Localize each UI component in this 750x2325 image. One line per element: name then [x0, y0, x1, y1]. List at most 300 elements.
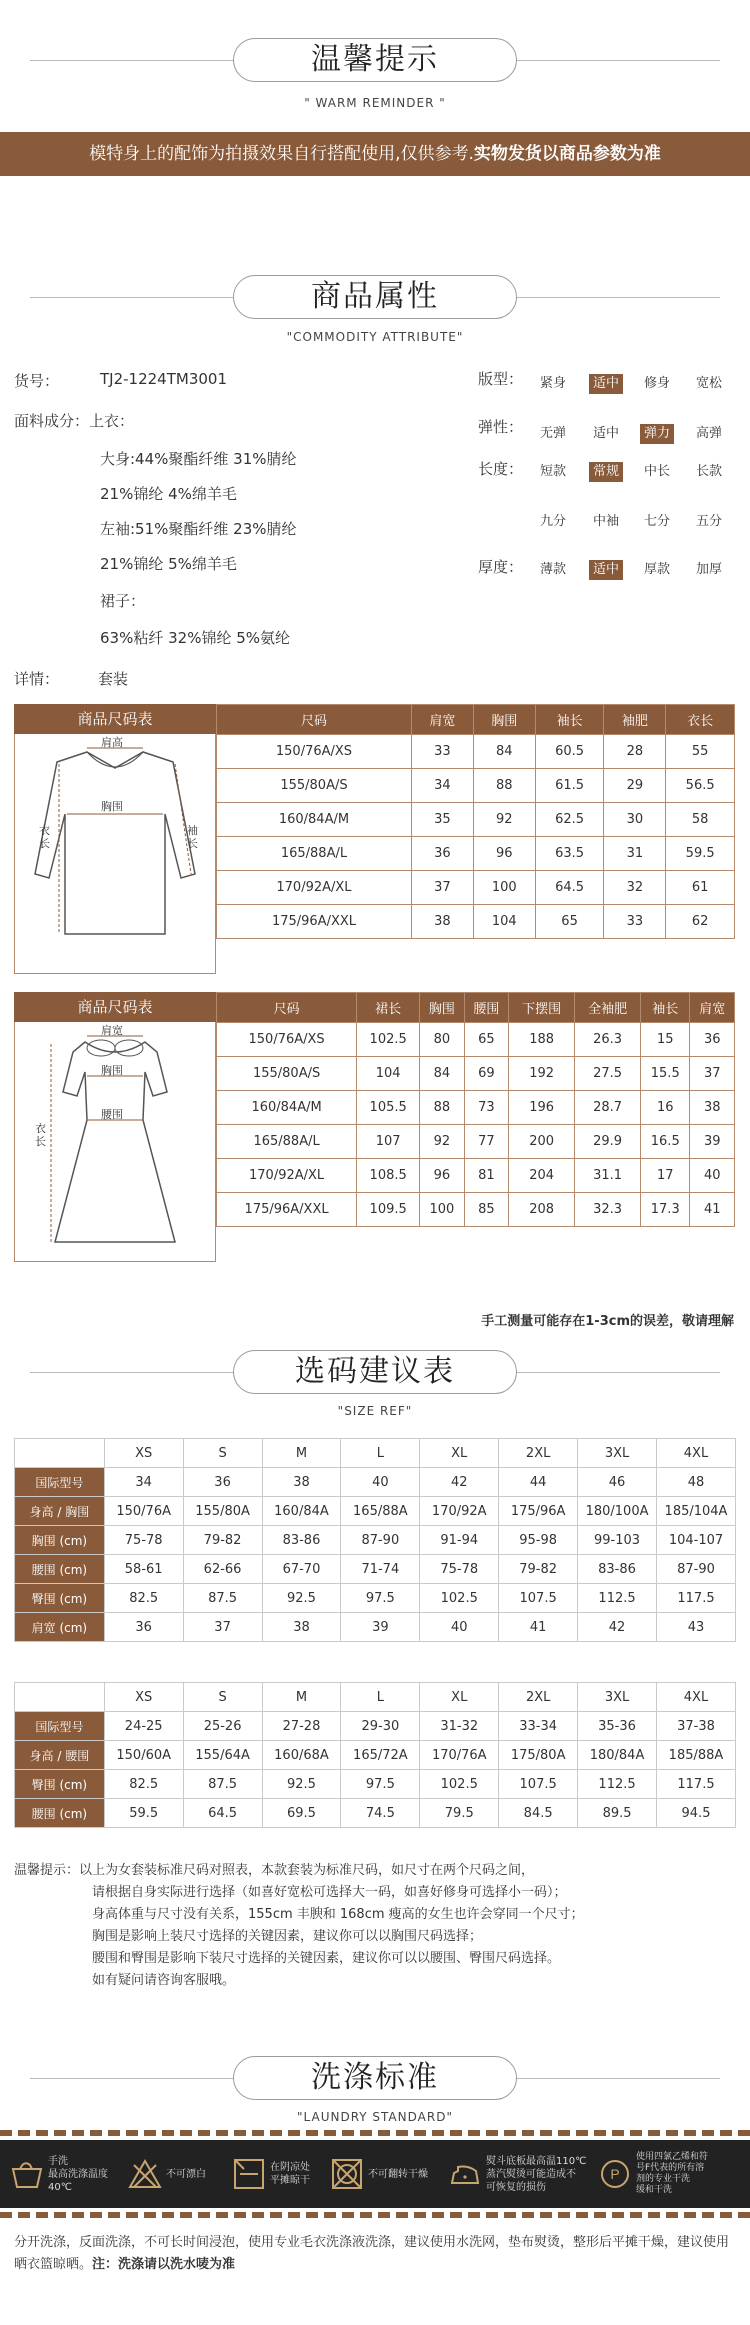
flat-dry-icon [232, 2157, 266, 2191]
table-cell: 17.3 [641, 1193, 690, 1227]
table-cell: 71-74 [341, 1555, 420, 1584]
table-cell: 46 [578, 1468, 657, 1497]
iron-icon [448, 2157, 482, 2191]
laundry-title: 洗涤标准 [233, 2056, 517, 2100]
table-cell: 185/104A [657, 1497, 736, 1526]
table-cell: 96 [420, 1159, 465, 1193]
table-cell: 36 [690, 1023, 735, 1057]
table-cell: 26.3 [575, 1023, 641, 1057]
table-row [217, 735, 735, 769]
table-header-cell: 胸围 [473, 705, 535, 735]
table-cell: 160/68A [262, 1741, 341, 1770]
table-cell: 33 [411, 735, 473, 769]
table-cell: 102.5 [357, 1023, 420, 1057]
table-header-cell: 下装尺码 [15, 1683, 105, 1712]
table-cell: 64.5 [535, 871, 604, 905]
table-cell: 112.5 [578, 1584, 657, 1613]
table-row [15, 1712, 736, 1741]
hand-wash-icon [10, 2157, 44, 2191]
table-row [217, 1159, 735, 1193]
table-header-cell: M [262, 1683, 341, 1712]
table-cell: 40 [341, 1468, 420, 1497]
table-row [217, 769, 735, 803]
table-cell: 37 [411, 871, 473, 905]
table-row [217, 837, 735, 871]
table-header-cell: 胸围 [420, 993, 465, 1023]
table-cell: 100 [473, 871, 535, 905]
stretch-option: 无弹 [539, 426, 566, 441]
table-cell: 34 [411, 769, 473, 803]
fit-label: 版型： [478, 370, 524, 388]
length-option-selected: 常规 [589, 462, 623, 482]
length-option: 短款 [539, 464, 566, 479]
table-cell: 170/92A/XL [217, 1159, 357, 1193]
attributes-title: 商品属性 [233, 275, 517, 319]
table-cell: 170/76A [420, 1741, 499, 1770]
sweater-diagram-icon [15, 734, 215, 972]
table-row [217, 803, 735, 837]
table-cell: 107 [357, 1125, 420, 1159]
table-cell: 67-70 [262, 1555, 341, 1584]
table-header-cell: 尺码 [217, 705, 412, 735]
diagram-label: 胸围 [101, 1064, 123, 1077]
table-row [217, 871, 735, 905]
fabric-line: 63%粘纤 32%锦纶 5%氨纶 [100, 629, 291, 647]
table-header-cell: 裙长 [357, 993, 420, 1023]
table-header-cell: M [262, 1439, 341, 1468]
table-cell: 85 [464, 1193, 509, 1227]
table-header-cell: 肩宽 [690, 993, 735, 1023]
fabric-line: 裙子： [100, 592, 146, 610]
no-bleach-item [128, 2140, 206, 2208]
table-cell: 63.5 [535, 837, 604, 871]
table-cell: 175/96A/XXL [217, 905, 412, 939]
table-cell: 104 [357, 1057, 420, 1091]
thickness-label: 厚度： [478, 558, 524, 576]
table-cell: 200 [509, 1125, 575, 1159]
table-header-row [15, 1683, 736, 1712]
table-cell: 38 [690, 1091, 735, 1125]
table-cell: 58 [666, 803, 735, 837]
table-cell: 83-86 [578, 1555, 657, 1584]
dry-clean-item [598, 2140, 708, 2208]
fabric-label: 面料成分：上衣： [14, 412, 135, 430]
table-row [15, 1799, 736, 1828]
table-cell: 42 [420, 1468, 499, 1497]
table-row [15, 1468, 736, 1497]
table-cell: 80 [420, 1023, 465, 1057]
table-cell: 92.5 [262, 1770, 341, 1799]
table-cell: 43 [657, 1613, 736, 1642]
thickness-option: 薄款 [539, 562, 566, 577]
table-cell: 38 [262, 1613, 341, 1642]
fit-option: 修身 [643, 376, 670, 391]
table-row [15, 1770, 736, 1799]
table-cell: 40 [420, 1613, 499, 1642]
table-cell: 27.5 [575, 1057, 641, 1091]
table-cell: 160/84A/M [217, 803, 412, 837]
table-cell: 155/80A/S [217, 1057, 357, 1091]
table-cell: 84.5 [499, 1799, 578, 1828]
top-diagram [14, 734, 216, 974]
top-size-table [216, 704, 735, 939]
table-cell: 175/80A [499, 1741, 578, 1770]
table-cell: 34 [104, 1468, 183, 1497]
table-cell: 82.5 [104, 1584, 183, 1613]
table-cell: 192 [509, 1057, 575, 1091]
table-cell: 39 [690, 1125, 735, 1159]
table-cell: 155/64A [183, 1741, 262, 1770]
table-cell: 87-90 [341, 1526, 420, 1555]
dry-clean-icon [598, 2157, 632, 2191]
table-cell: 腰围 (cm) [15, 1555, 105, 1584]
table-row [217, 1023, 735, 1057]
table-cell: 160/84A/M [217, 1091, 357, 1125]
icon-caption: 在阴凉处 平摊晾干 [270, 2162, 310, 2186]
table-cell: 180/84A [578, 1741, 657, 1770]
table-cell: 24-25 [104, 1712, 183, 1741]
laundry-note: 注：洗涤请以洗水唛为准 [92, 2257, 236, 2272]
table-cell: 75-78 [104, 1526, 183, 1555]
stretch-option-selected: 弹力 [640, 424, 674, 444]
table-row [217, 905, 735, 939]
table-cell: 160/84A [262, 1497, 341, 1526]
table-cell: 32 [604, 871, 666, 905]
reminder-title: 温馨提示 [233, 38, 517, 82]
table-cell: 61.5 [535, 769, 604, 803]
table-row [217, 1091, 735, 1125]
table-cell: 117.5 [656, 1770, 735, 1799]
note-line: 温馨提示：以上为女套装标准尺码对照表，本款套装为标准尺码，如尺寸在两个尺码之间， [14, 1863, 535, 1878]
svg-text:P: P [610, 2166, 620, 2182]
table-cell: 88 [420, 1091, 465, 1125]
table-cell: 59.5 [104, 1799, 183, 1828]
table-cell: 60.5 [535, 735, 604, 769]
table-cell: 35 [411, 803, 473, 837]
table-row [15, 1613, 736, 1642]
diagram-label: 衣长 [35, 1122, 46, 1148]
table-cell: 30 [604, 803, 666, 837]
table-header-cell: 袖长 [641, 993, 690, 1023]
table-cell: 79-82 [499, 1555, 578, 1584]
table-cell: 204 [509, 1159, 575, 1193]
table-cell: 96 [473, 837, 535, 871]
banner-text: 模特身上的配饰为拍摄效果自行搭配使用,仅供参考. [89, 144, 474, 164]
note-line: 如有疑问请咨询客服哦。 [92, 1973, 236, 1988]
table-cell: 117.5 [657, 1584, 736, 1613]
table-cell: 108.5 [357, 1159, 420, 1193]
table-cell: 55 [666, 735, 735, 769]
table-cell: 国际型号 [15, 1712, 105, 1741]
table-row [15, 1741, 736, 1770]
diagram-label: 袖长 [187, 824, 198, 850]
table-header-cell: S [183, 1683, 262, 1712]
table-header-cell: 衣长 [666, 705, 735, 735]
table-cell: 37-38 [656, 1712, 735, 1741]
table-cell: 62 [666, 905, 735, 939]
detail-value: 套装 [98, 670, 129, 688]
no-bleach-icon [128, 2157, 162, 2191]
table-cell: 17 [641, 1159, 690, 1193]
table-cell: 38 [262, 1468, 341, 1497]
table-row [217, 1125, 735, 1159]
table-row [15, 1526, 736, 1555]
table-cell: 155/80A/S [217, 769, 412, 803]
table-cell: 25-26 [183, 1712, 262, 1741]
table-cell: 88 [473, 769, 535, 803]
table-cell: 104 [473, 905, 535, 939]
table-cell: 27-28 [262, 1712, 341, 1741]
diagram-label: 肩宽 [101, 1024, 123, 1037]
table-cell: 42 [578, 1613, 657, 1642]
note-line: 身高体重与尺寸没有关系，155cm 丰腴和 168cm 瘦高的女生也许会穿同一个尺寸； [92, 1907, 584, 1922]
table-cell: 48 [657, 1468, 736, 1497]
table-cell: 87.5 [183, 1584, 262, 1613]
table-header-cell: 上装尺码 [15, 1439, 105, 1468]
table-cell: 170/92A/XL [217, 871, 412, 905]
reminder-banner [0, 132, 750, 176]
table-cell: 107.5 [499, 1584, 578, 1613]
table-header-cell: L [341, 1439, 420, 1468]
table-cell: 165/88A/L [217, 837, 412, 871]
table-header-cell: 肩宽 [411, 705, 473, 735]
table-cell: 39 [341, 1613, 420, 1642]
table-cell: 56.5 [666, 769, 735, 803]
table-cell: 94.5 [656, 1799, 735, 1828]
table-cell: 32.3 [575, 1193, 641, 1227]
table-cell: 87.5 [183, 1770, 262, 1799]
table-cell: 65 [535, 905, 604, 939]
skirt-diagram [14, 1022, 216, 1262]
table-cell: 33-34 [499, 1712, 578, 1741]
table-cell: 175/96A/XXL [217, 1193, 357, 1227]
table-cell: 38 [411, 905, 473, 939]
table-row [15, 1584, 736, 1613]
table-cell: 35-36 [578, 1712, 657, 1741]
table-cell: 胸围 (cm) [15, 1526, 105, 1555]
table-cell: 国际型号 [15, 1468, 105, 1497]
table-header-cell: 腰围 [464, 993, 509, 1023]
table-cell: 身高 / 胸围 [15, 1497, 105, 1526]
table-cell: 112.5 [578, 1770, 657, 1799]
no-tumble-dry-icon [330, 2157, 364, 2191]
decorative-dash [0, 2212, 750, 2218]
table-cell: 62.5 [535, 803, 604, 837]
fabric-line: 左袖:51%聚酯纤维 23%腈纶 [100, 520, 297, 538]
icon-caption: 不可漂白 [166, 2168, 206, 2180]
icon-caption: 手洗 最高洗涤温度 40℃ [48, 2155, 108, 2193]
fabric-line: 21%锦纶 5%绵羊毛 [100, 555, 237, 573]
top-size-table-head: 商品尺码表 [14, 704, 216, 734]
table-cell: 79.5 [420, 1799, 499, 1828]
table-cell: 69 [464, 1057, 509, 1091]
attributes-subtitle: "COMMODITY ATTRIBUTE" [286, 330, 464, 344]
table-cell: 107.5 [499, 1770, 578, 1799]
table-cell: 81 [464, 1159, 509, 1193]
table-cell: 89.5 [578, 1799, 657, 1828]
table-cell: 15 [641, 1023, 690, 1057]
icon-caption: 使用四氯乙烯和符 号F代表的所有溶 剂的专业干洗 缓和干洗 [636, 2152, 709, 2195]
table-cell: 肩宽 (cm) [15, 1613, 105, 1642]
thickness-option: 厚款 [643, 562, 670, 577]
skirt-size-table-head: 商品尺码表 [14, 992, 216, 1022]
hand-wash-item [10, 2140, 108, 2208]
table-header-cell: 袖长 [535, 705, 604, 735]
banner-bold-text: 实物发货以商品参数为准 [473, 144, 661, 164]
table-cell: 87-90 [657, 1555, 736, 1584]
stretch-option: 高弹 [695, 426, 722, 441]
table-cell: 102.5 [420, 1584, 499, 1613]
fit-option-selected: 适中 [589, 374, 623, 394]
skirt-size-table [216, 992, 735, 1227]
diagram-label: 衣长 [39, 824, 50, 850]
table-row [15, 1497, 736, 1526]
table-cell: 150/76A/XS [217, 1023, 357, 1057]
table-cell: 62-66 [183, 1555, 262, 1584]
sku-label: 货号： [14, 372, 60, 390]
table-cell: 99-103 [578, 1526, 657, 1555]
table-cell: 37 [690, 1057, 735, 1091]
table-cell: 165/72A [341, 1741, 420, 1770]
table-row [217, 1057, 735, 1091]
flat-dry-item [232, 2140, 310, 2208]
table-cell: 208 [509, 1193, 575, 1227]
table-header-cell: 下摆围 [509, 993, 575, 1023]
table-cell: 40 [690, 1159, 735, 1193]
table-header-cell: 尺码 [217, 993, 357, 1023]
table-header-row [217, 705, 735, 735]
table-header-cell: S [183, 1439, 262, 1468]
table-cell: 83-86 [262, 1526, 341, 1555]
table-cell: 100 [420, 1193, 465, 1227]
table-cell: 196 [509, 1091, 575, 1125]
table-cell: 91-94 [420, 1526, 499, 1555]
table-cell: 84 [420, 1057, 465, 1091]
table-cell: 29 [604, 769, 666, 803]
stretch-option: 适中 [592, 426, 619, 441]
table-cell: 105.5 [357, 1091, 420, 1125]
table-cell: 109.5 [357, 1193, 420, 1227]
table-row [15, 1555, 736, 1584]
table-cell: 77 [464, 1125, 509, 1159]
table-cell: 29.9 [575, 1125, 641, 1159]
table-cell: 64.5 [183, 1799, 262, 1828]
table-cell: 44 [499, 1468, 578, 1497]
table-cell: 28.7 [575, 1091, 641, 1125]
laundry-instructions: 分开洗涤，反面洗涤，不可长时间浸泡，使用专业毛衣洗涤液洗涤，建议使用水洗网，垫布熨烫，整形后平摊干燥，建议使用晒衣篮晾晒。 [14, 2235, 730, 2272]
table-cell: 36 [104, 1613, 183, 1642]
fit-option: 紧身 [539, 376, 566, 391]
table-cell: 102.5 [420, 1770, 499, 1799]
thickness-option: 加厚 [695, 562, 722, 577]
table-cell: 84 [473, 735, 535, 769]
table-row [217, 1193, 735, 1227]
laundry-subtitle: "LAUNDRY STANDARD" [297, 2110, 453, 2124]
table-cell: 73 [464, 1091, 509, 1125]
table-cell: 16 [641, 1091, 690, 1125]
note-line: 胸围是影响上装尺寸选择的关键因素，建议你可以以胸围尺码选择； [92, 1929, 483, 1944]
table-cell: 92.5 [262, 1584, 341, 1613]
sleeve-option: 中袖 [592, 514, 619, 529]
table-header-cell: XL [420, 1683, 499, 1712]
diagram-label: 腰围 [101, 1108, 123, 1121]
table-cell: 95-98 [499, 1526, 578, 1555]
stretch-label: 弹性： [478, 418, 524, 436]
table-cell: 59.5 [666, 837, 735, 871]
measurement-note: 手工测量可能存在1-3cm的误差，敬请理解 [481, 1314, 734, 1329]
table-cell: 37 [183, 1613, 262, 1642]
table-cell: 69.5 [262, 1799, 341, 1828]
laundry-text [14, 2232, 739, 2276]
table-cell: 29-30 [341, 1712, 420, 1741]
table-header-cell: 3XL [578, 1439, 657, 1468]
table-cell: 36 [183, 1468, 262, 1497]
table-cell: 41 [690, 1193, 735, 1227]
table-cell: 165/88A [341, 1497, 420, 1526]
table-cell: 腰围 (cm) [15, 1799, 105, 1828]
length-option: 长款 [695, 464, 722, 479]
table-cell: 65 [464, 1023, 509, 1057]
decorative-dash [0, 2130, 750, 2136]
size-ref-title: 选码建议表 [233, 1350, 517, 1394]
table-cell: 31 [604, 837, 666, 871]
no-tumble-dry-item [330, 2140, 428, 2208]
thickness-option-selected: 适中 [589, 560, 623, 580]
table-header-cell: 4XL [656, 1683, 735, 1712]
sleeve-option: 五分 [695, 514, 722, 529]
table-cell: 33 [604, 905, 666, 939]
top-size-ref-table [14, 1438, 736, 1642]
table-cell: 97.5 [341, 1584, 420, 1613]
detail-label: 详情： [14, 670, 60, 688]
table-cell: 15.5 [641, 1057, 690, 1091]
table-cell: 155/80A [183, 1497, 262, 1526]
table-header-cell: 2XL [499, 1683, 578, 1712]
size-ref-subtitle: "SIZE REF" [337, 1404, 413, 1418]
table-header-cell: XS [104, 1683, 183, 1712]
table-cell: 79-82 [183, 1526, 262, 1555]
table-header-cell: 4XL [657, 1439, 736, 1468]
table-cell: 36 [411, 837, 473, 871]
length-option: 中长 [643, 464, 670, 479]
table-cell: 28 [604, 735, 666, 769]
table-cell: 175/96A [499, 1497, 578, 1526]
length-label: 长度： [478, 460, 524, 478]
reminder-subtitle: " WARM REMINDER " [304, 96, 446, 110]
table-cell: 31-32 [420, 1712, 499, 1741]
table-cell: 97.5 [341, 1770, 420, 1799]
table-cell: 165/88A/L [217, 1125, 357, 1159]
table-cell: 104-107 [657, 1526, 736, 1555]
table-cell: 150/60A [104, 1741, 183, 1770]
table-cell: 41 [499, 1613, 578, 1642]
table-header-cell: XS [104, 1439, 183, 1468]
sku-value: TJ2-1224TM3001 [100, 370, 227, 388]
table-cell: 170/92A [420, 1497, 499, 1526]
table-cell: 92 [473, 803, 535, 837]
table-cell: 31.1 [575, 1159, 641, 1193]
table-cell: 150/76A/XS [217, 735, 412, 769]
icon-caption: 熨斗底板最高温110℃ 蒸汽熨烫可能造成不 可恢复的损伤 [486, 2155, 587, 2193]
iron-item [448, 2140, 586, 2208]
table-cell: 150/76A [104, 1497, 183, 1526]
table-header-cell: 2XL [499, 1439, 578, 1468]
diagram-label: 肩高 [101, 736, 123, 749]
table-header-row [217, 993, 735, 1023]
table-cell: 92 [420, 1125, 465, 1159]
table-cell: 61 [666, 871, 735, 905]
table-header-cell: 全袖肥 [575, 993, 641, 1023]
